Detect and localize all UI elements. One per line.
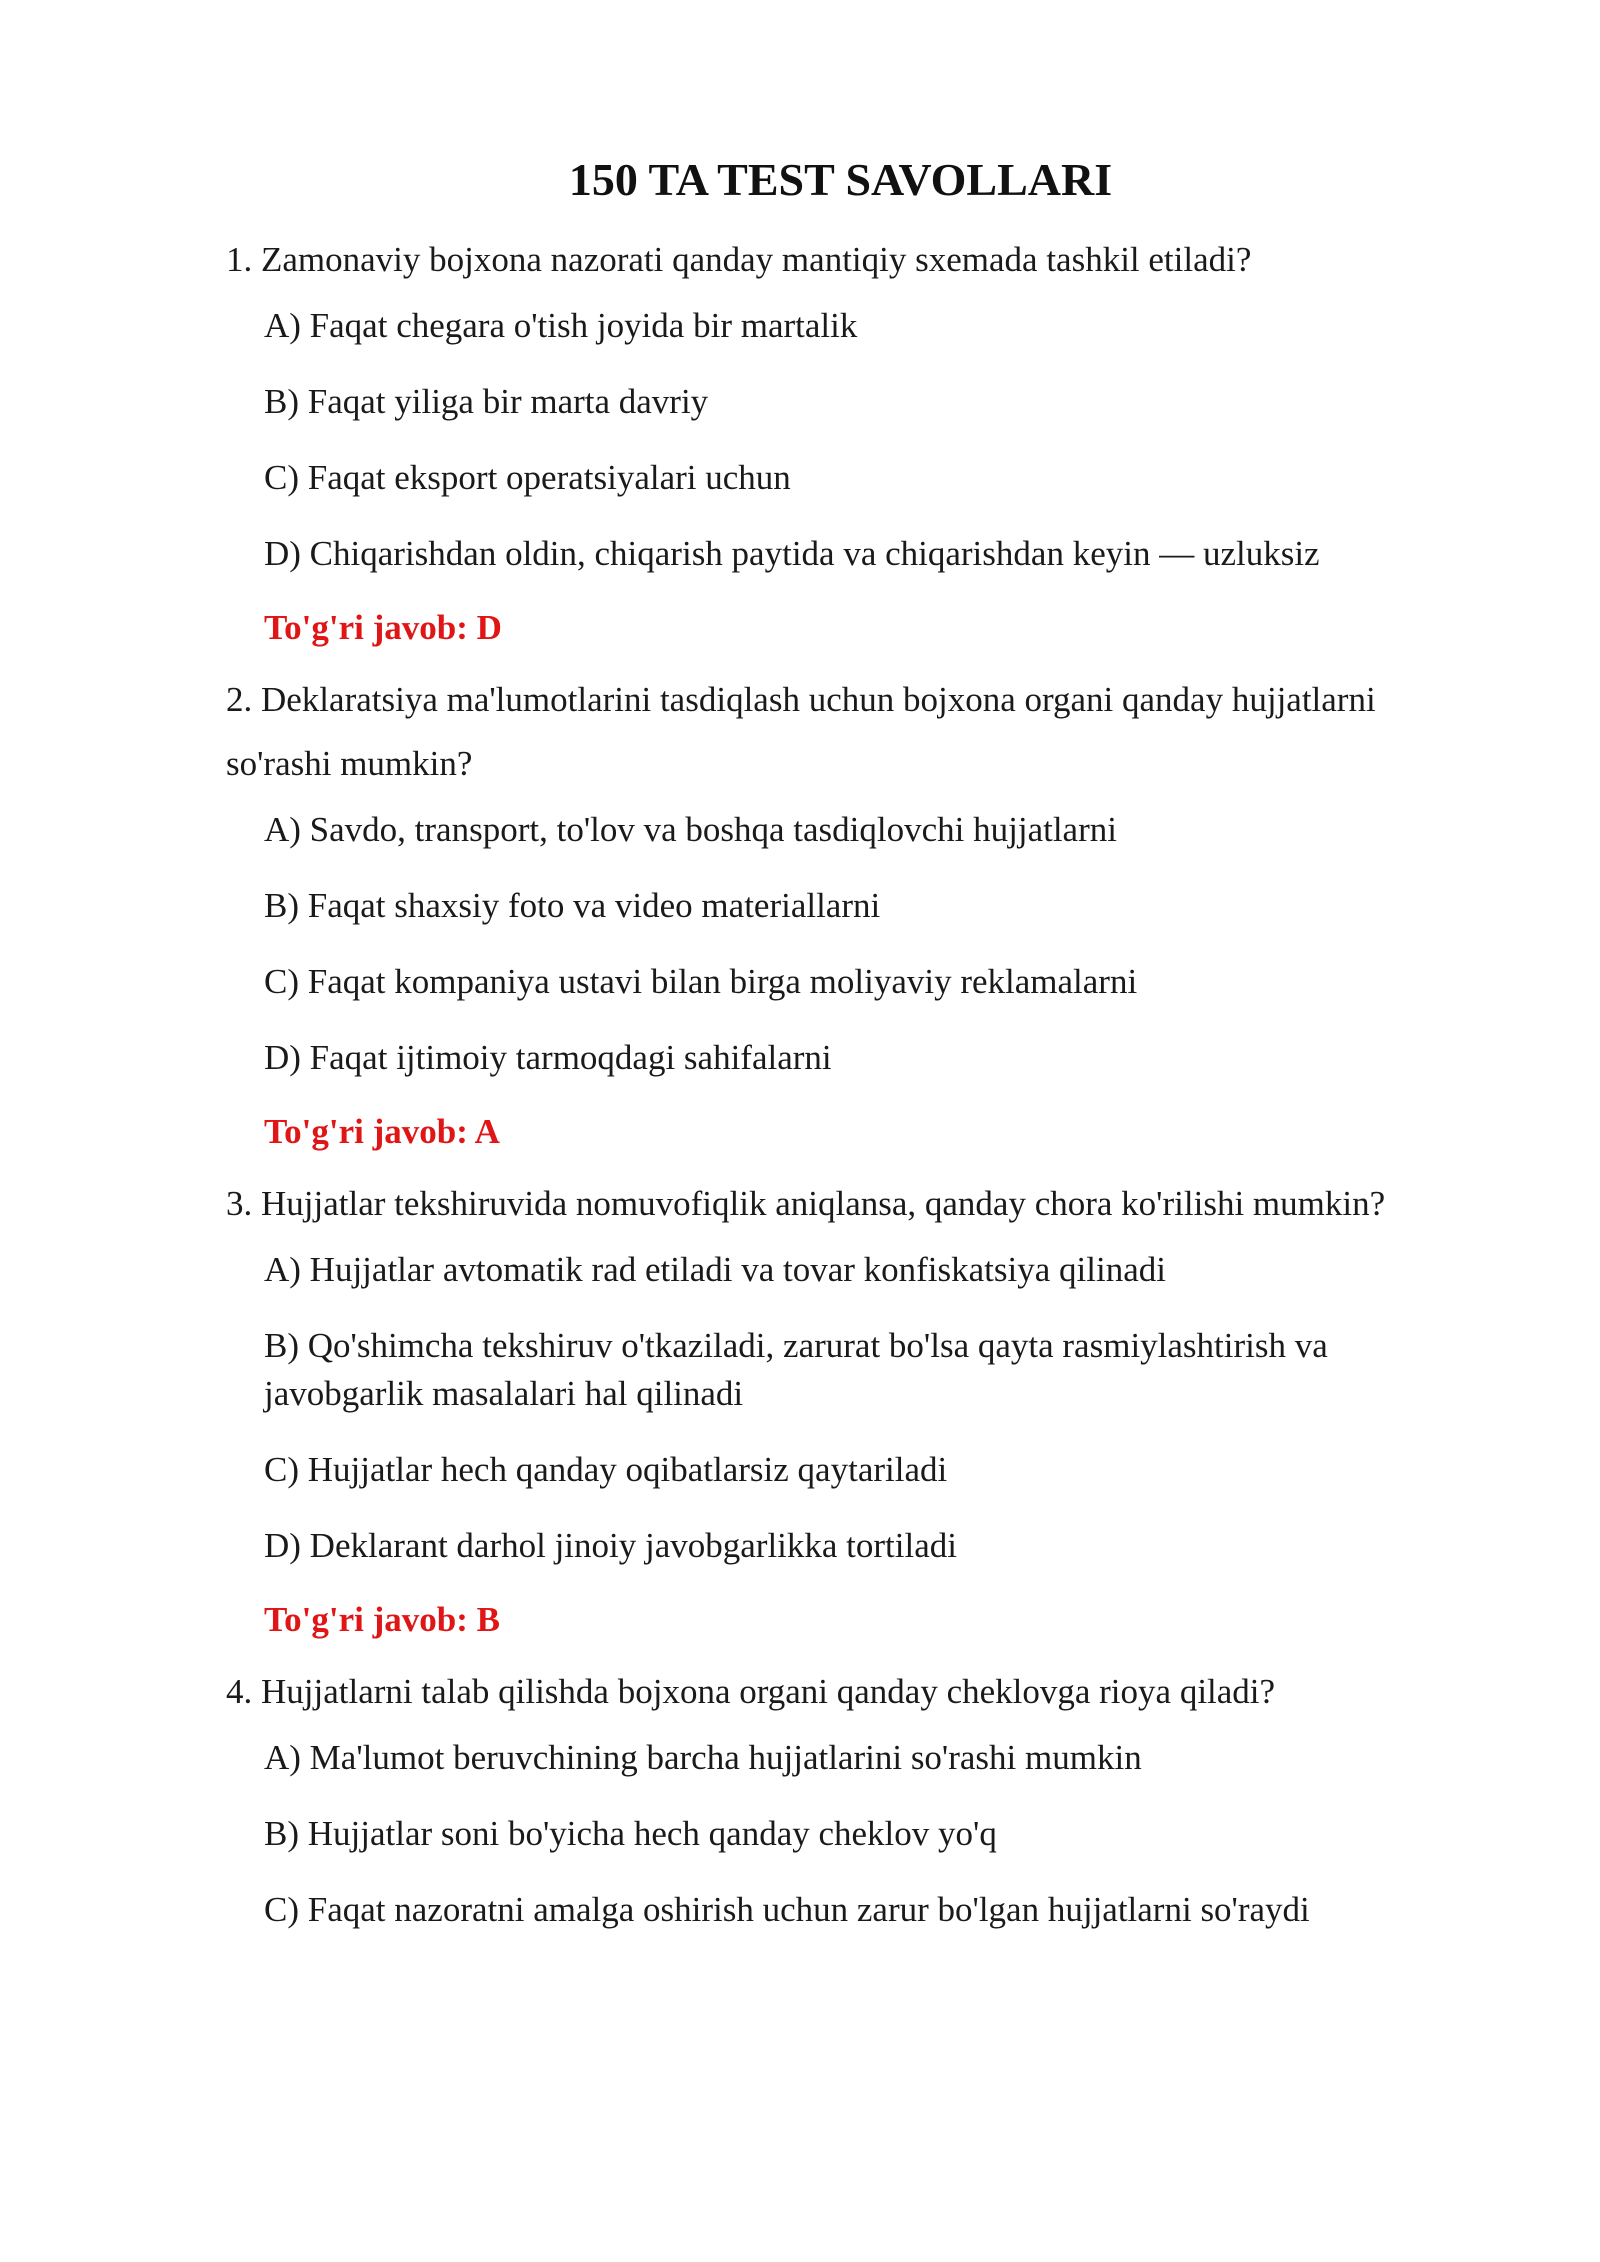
option-d: D) Faqat ijtimoiy tarmoqdagi sahifalarni: [264, 1038, 832, 1077]
option-a: A) Hujjatlar avtomatik rad etiladi va tovar konfiskatsiya qilinadi: [264, 1250, 1166, 1289]
question-text: 4. Hujjatlarni talab qilishda bojxona organi qanday cheklovga rioya qiladi?: [226, 1672, 1276, 1711]
option-d: D) Deklarant darhol jinoiy javobgarlikka tortiladi: [264, 1526, 957, 1565]
options-list: [264, 1734, 1455, 1934]
option-c: C) Faqat eksport operatsiyalari uchun: [264, 458, 791, 497]
option-b: B) Hujjatlar soni bo'yicha hech qanday cheklov yo'q: [264, 1814, 997, 1853]
question-block: [226, 1660, 1455, 1934]
option-a: A) Savdo, transport, to'lov va boshqa tasdiqlovchi hujjatlarni: [264, 810, 1117, 849]
option-b: B) Faqat shaxsiy foto va video materiallarni: [264, 886, 881, 925]
correct-answer: To'g'ri javob: B: [264, 1600, 500, 1639]
option-c: C) Faqat kompaniya ustavi bilan birga moliyaviy reklamalarni: [264, 962, 1138, 1001]
question-text: 2. Deklaratsiya ma'lumotlarini tasdiqlash uchun bojxona organi qanday hujjatlarni so'rashi mumkin?: [226, 680, 1376, 783]
option-c: C) Hujjatlar hech qanday oqibatlarsiz qaytariladi: [264, 1450, 948, 1489]
options-list: [264, 1246, 1455, 1570]
option-b: B) Faqat yiliga bir marta davriy: [264, 382, 709, 421]
option-b: B) Qo'shimcha tekshiruv o'tkaziladi, zarurat bo'lsa qayta rasmiylashtirish va javobgarlik masalalari hal qilinadi: [264, 1326, 1328, 1413]
option-c: C) Faqat nazoratni amalga oshirish uchun zarur bo'lgan hujjatlarni so'raydi: [264, 1890, 1310, 1929]
question-text: 1. Zamonaviy bojxona nazorati qanday mantiqiy sxemada tashkil etiladi?: [226, 240, 1252, 279]
options-list: [264, 806, 1455, 1082]
option-a: A) Ma'lumot beruvchining barcha hujjatlarini so'rashi mumkin: [264, 1738, 1142, 1777]
question-block: [226, 668, 1455, 1156]
question-text: 3. Hujjatlar tekshiruvida nomuvofiqlik aniqlansa, qanday chora ko'rilishi mumkin?: [226, 1184, 1386, 1223]
correct-answer: To'g'ri javob: D: [264, 608, 502, 647]
correct-answer: To'g'ri javob: A: [264, 1112, 500, 1151]
page-title: 150 TA TEST SAVOLLARI: [568, 154, 1113, 205]
question-block: [226, 228, 1455, 652]
question-block: [226, 1172, 1455, 1644]
option-d: D) Chiqarishdan oldin, chiqarish paytida va chiqarishdan keyin — uzluksiz: [264, 534, 1320, 573]
option-a: A) Faqat chegara o'tish joyida bir martalik: [264, 306, 858, 345]
options-list: [264, 302, 1455, 578]
